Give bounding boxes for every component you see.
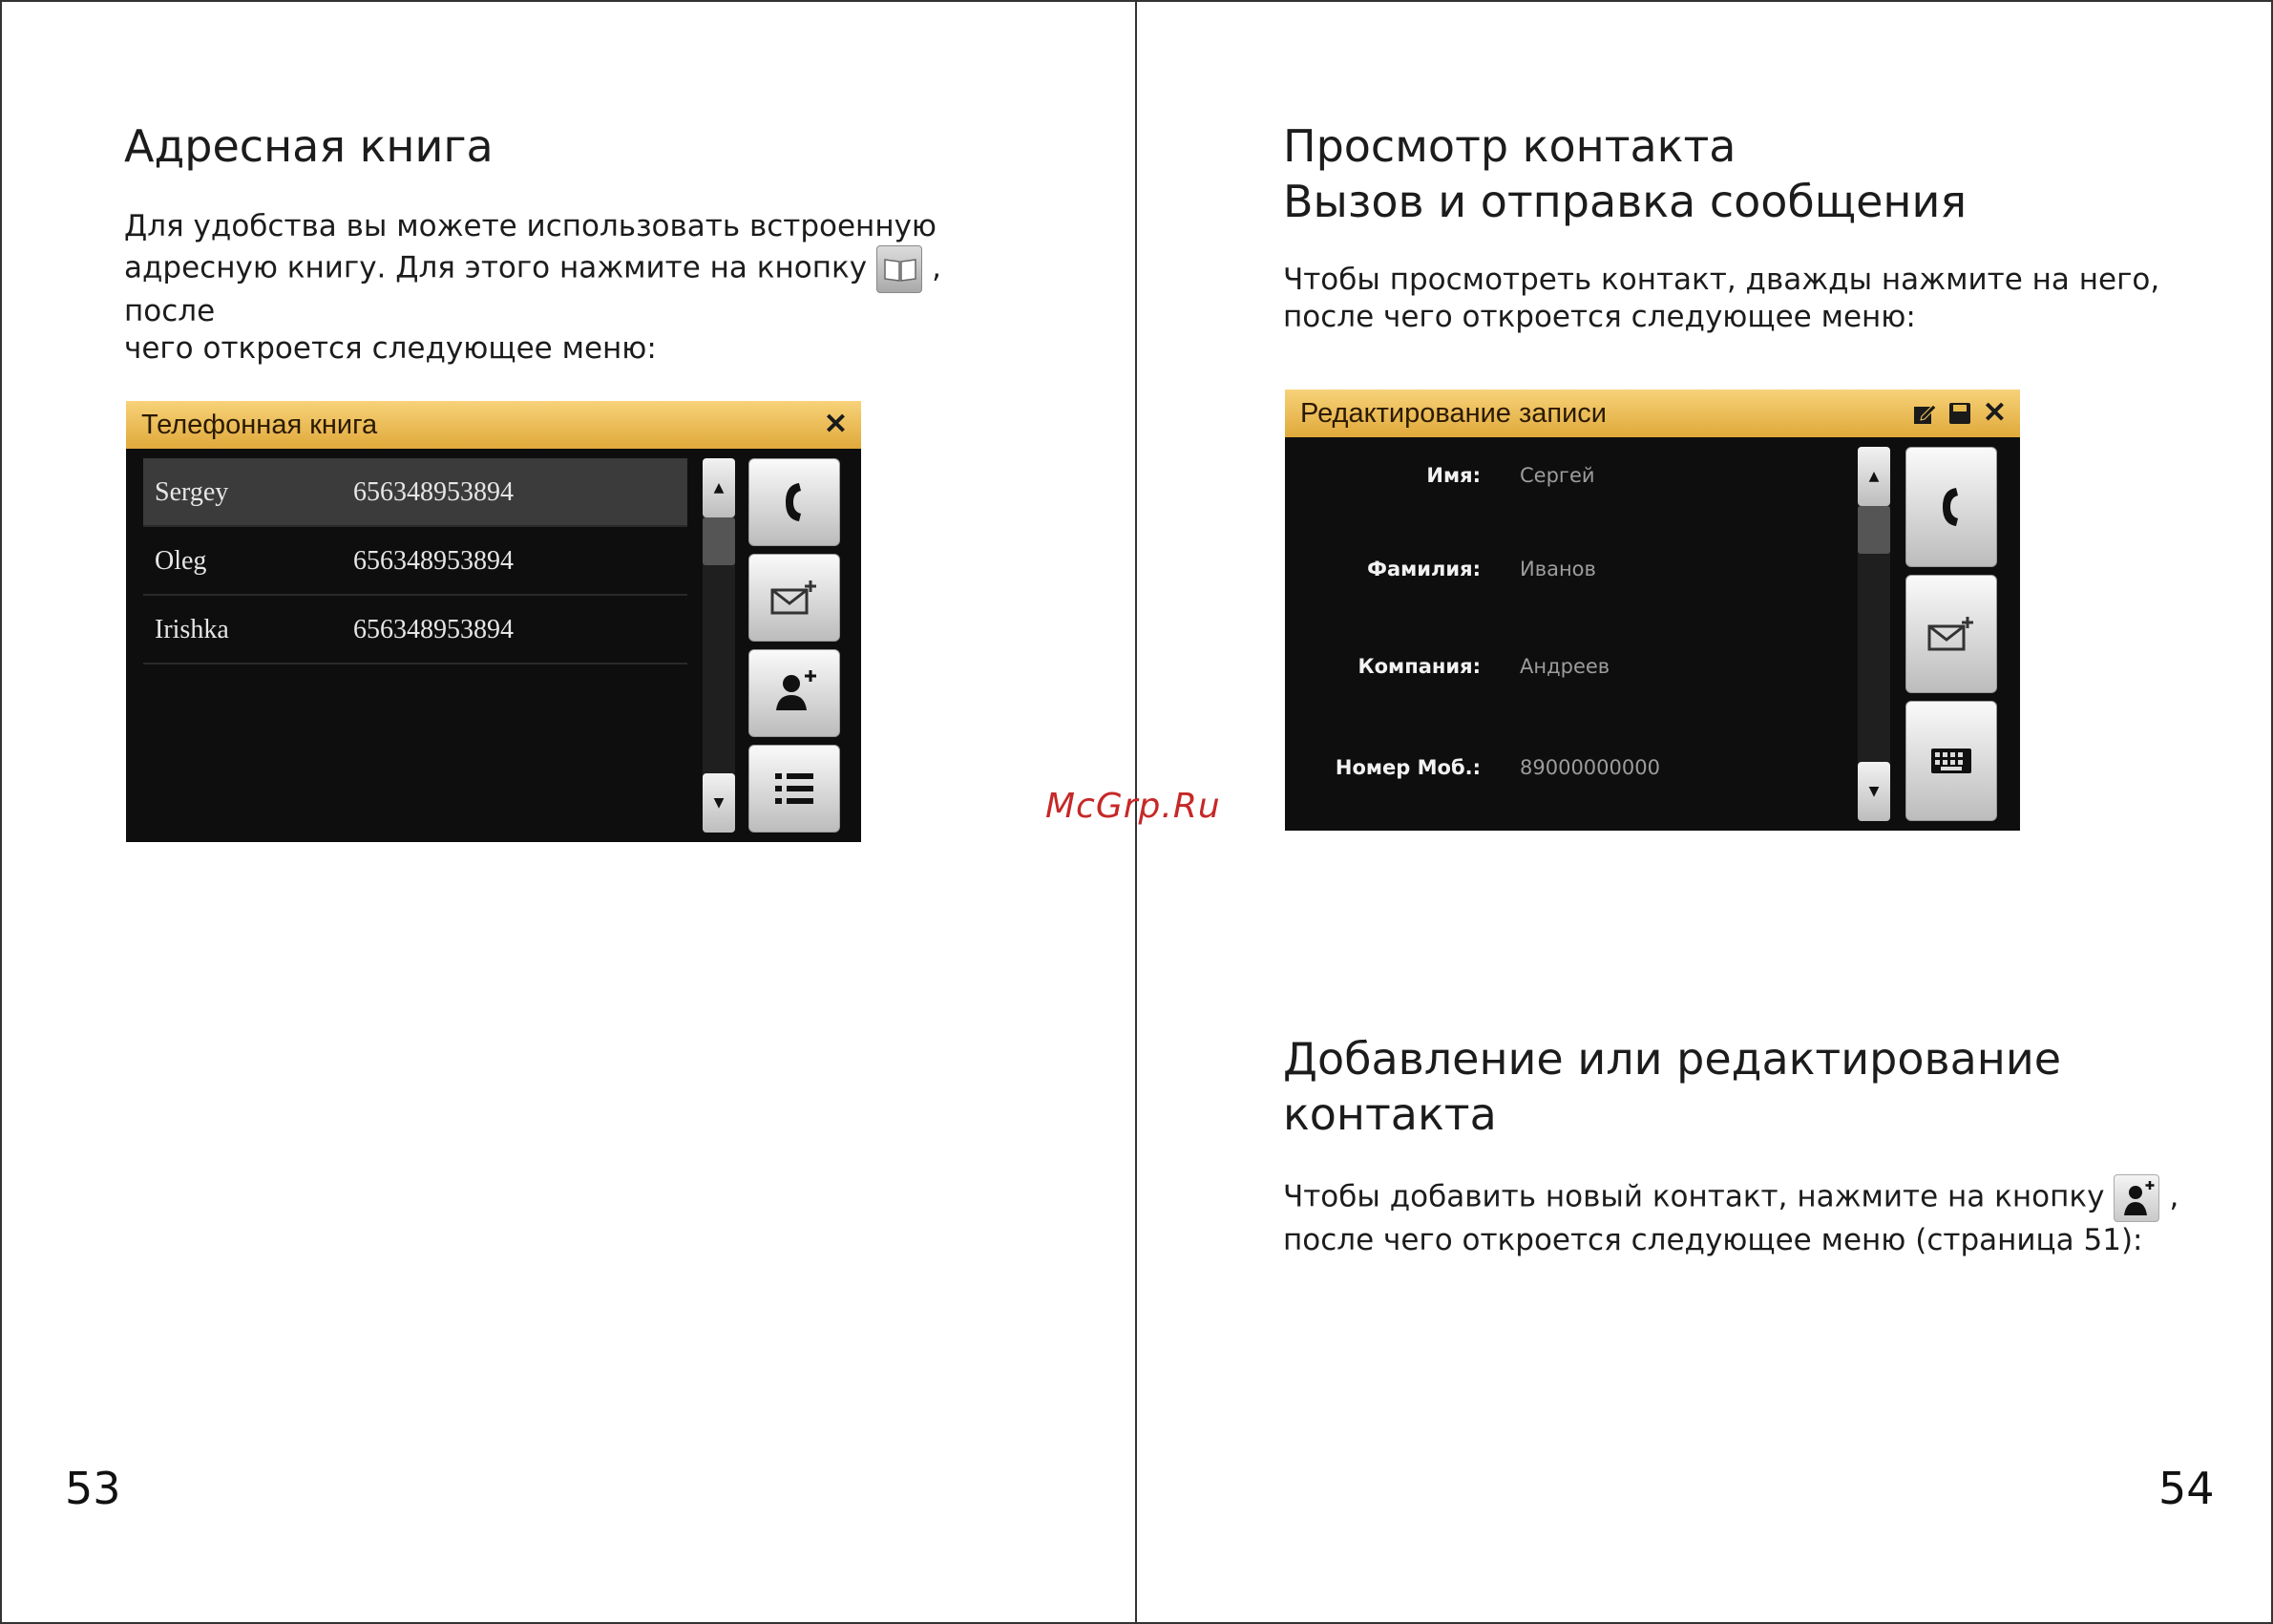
scroll-thumb[interactable]	[1858, 506, 1890, 554]
call-button[interactable]	[1905, 447, 1997, 567]
title-line: Добавление или редактирование	[1283, 1033, 2062, 1085]
para-text: адресную книгу. Для этого нажмите на кнопку	[124, 250, 868, 285]
contact-phone: 656348953894	[353, 615, 514, 644]
contact-name: Sergey	[155, 477, 229, 507]
message-button[interactable]	[1905, 575, 1997, 693]
new-message-icon	[1926, 615, 1977, 653]
close-icon[interactable]: ✕	[1982, 397, 2007, 429]
last-name-value[interactable]: Иванов	[1520, 558, 1596, 580]
phonebook-window	[126, 401, 861, 842]
scroll-up-button[interactable]: ▲	[1858, 447, 1890, 506]
scrollbar[interactable]	[703, 458, 735, 833]
company-value[interactable]: Андреев	[1520, 655, 1610, 678]
edit-icon[interactable]	[1912, 401, 1937, 426]
title-line: Просмотр контакта	[1283, 120, 1736, 172]
scroll-up-button[interactable]: ▲	[703, 458, 735, 517]
first-name-value[interactable]: Сергей	[1520, 464, 1595, 487]
scrollbar[interactable]	[1858, 447, 1890, 821]
save-icon[interactable]	[1948, 402, 1971, 425]
edit-record-titlebar	[1285, 390, 2020, 437]
add-contact-icon	[2114, 1174, 2159, 1222]
keyboard-button[interactable]	[1905, 701, 1997, 821]
right-page	[1135, 0, 2273, 1624]
para-text: ,	[2169, 1179, 2179, 1214]
contact-phone: 656348953894	[353, 546, 514, 576]
edit-record-window	[1285, 390, 2020, 831]
call-button[interactable]	[748, 458, 840, 546]
window-title: Редактирование записи	[1300, 398, 1607, 429]
section-title	[1283, 1031, 2190, 1142]
para-line: чего откроется следующее меню:	[124, 331, 657, 366]
title-line: Вызов и отправка сообщения	[1283, 176, 1968, 227]
para-line: Чтобы просмотреть контакт, дважды нажмите на него,	[1283, 263, 2160, 297]
page-title: Адресная книга	[124, 120, 494, 172]
page-number: 54	[2158, 1463, 2215, 1514]
close-icon[interactable]: ✕	[823, 409, 848, 440]
phone-icon	[1937, 486, 1966, 528]
mobile-number-value[interactable]: 89000000000	[1520, 756, 1660, 779]
keyboard-icon	[1931, 749, 1971, 773]
list-item[interactable]	[143, 458, 687, 527]
scroll-down-button[interactable]: ▼	[703, 773, 735, 833]
new-message-icon	[768, 579, 820, 617]
list-item[interactable]	[143, 527, 687, 596]
section-title	[1283, 118, 2190, 229]
message-button[interactable]	[748, 554, 840, 642]
add-contact-icon	[770, 668, 818, 718]
last-name-label: Фамилия:	[1367, 558, 1481, 580]
contact-name: Oleg	[155, 546, 207, 576]
para-text: Чтобы добавить новый контакт, нажмите на кнопку	[1283, 1179, 2105, 1214]
page-number: 53	[65, 1463, 121, 1514]
watermark: McGrp.Ru	[1045, 787, 1221, 826]
phonebook-titlebar	[126, 401, 861, 449]
window-title: Телефонная книга	[141, 410, 378, 440]
scroll-down-button[interactable]: ▼	[1858, 762, 1890, 821]
para-line	[124, 245, 983, 330]
para-text: , после	[124, 250, 941, 328]
contact-name: Irishka	[155, 615, 229, 644]
title-line: контакта	[1283, 1088, 1497, 1140]
list-icon	[773, 770, 815, 808]
company-label: Компания:	[1357, 655, 1481, 678]
para-line: Для удобства вы можете использовать встроенную	[124, 209, 937, 243]
view-paragraph	[1283, 262, 2190, 336]
add-contact-paragraph	[1283, 1174, 2219, 1259]
intro-paragraph	[124, 208, 983, 368]
list-item[interactable]	[143, 596, 687, 664]
para-line: после чего откроется следующее меню (страница 51):	[1283, 1223, 2143, 1257]
book-icon	[876, 245, 922, 293]
scroll-thumb[interactable]	[703, 517, 735, 565]
phone-icon	[780, 481, 809, 523]
first-name-label: Имя:	[1426, 464, 1481, 487]
contact-phone: 656348953894	[353, 477, 514, 507]
mobile-number-label: Номер Моб.:	[1335, 756, 1481, 779]
para-line: после чего откроется следующее меню:	[1283, 300, 1916, 334]
para-line	[1283, 1174, 2219, 1222]
add-contact-button[interactable]	[748, 649, 840, 737]
list-button[interactable]	[748, 745, 840, 833]
